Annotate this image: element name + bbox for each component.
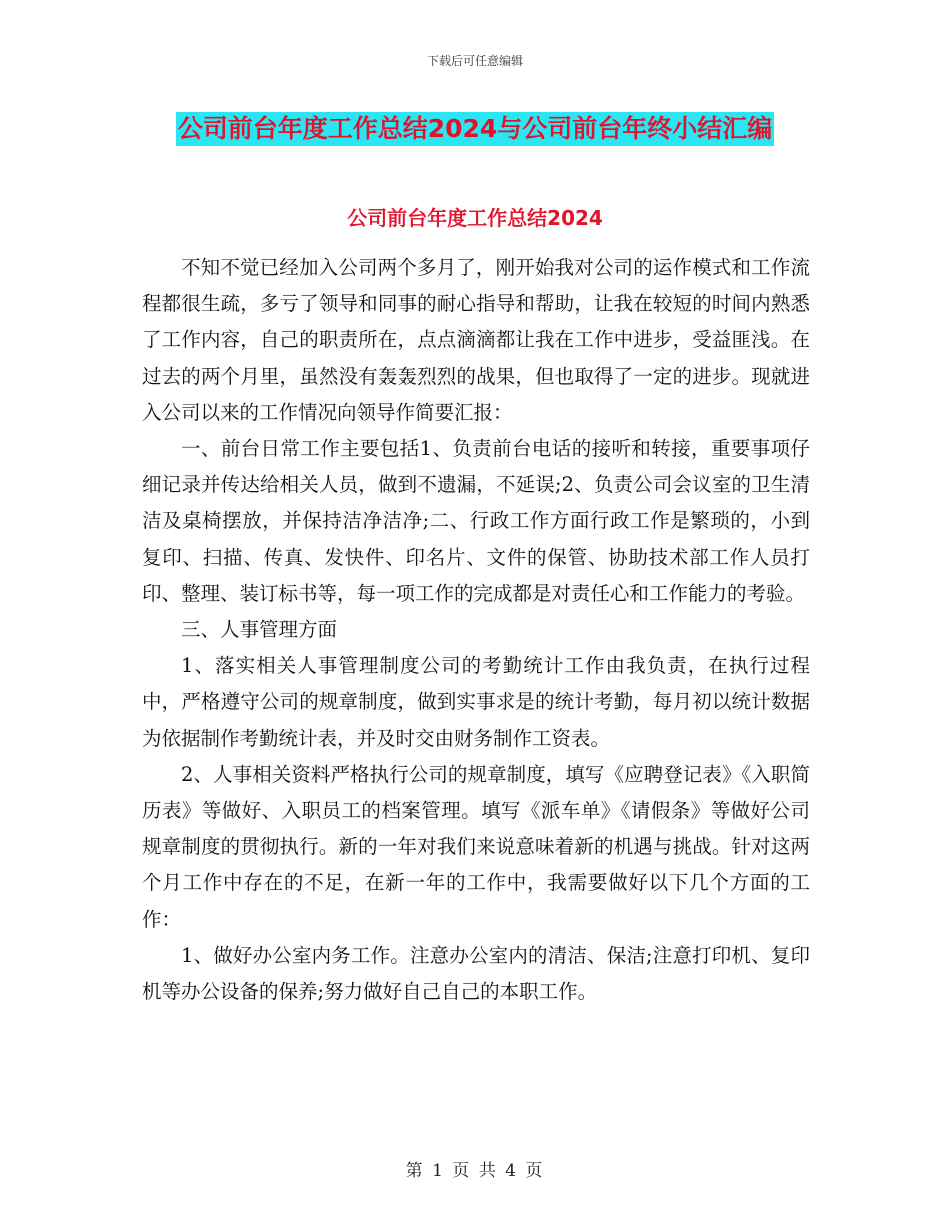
paragraph-hr-heading: 三、人事管理方面 (181, 618, 338, 642)
page-header: 下载后可任意编辑 (426, 54, 523, 68)
paragraph-front-desk-duties: 一、前台日常工作主要包括1、负责前台电话的接听和转接，重要事项仔细记录并传达给相关人员，做到不遗漏，不延误;2、负责公司会议室的卫生清洁及桌椅摆放，并保持洁净洁净;二、行政工作方面行政工作是繁琐的，小到复印、扫描、传真、发快件、印名片、文件的保管、协助技术部工作人员打印、整理、装订标书等，每一项工作的完成都是对责任心和工作能力的考验。 (142, 437, 810, 605)
paragraph-attendance: 1、落实相关人事管理制度公司的考勤统计工作由我负责，在执行过程中，严格遵守公司的规章制度，做到实事求是的统计考勤，每月初以统计数据为依据制作考勤统计表，并及时交由财务制作工资表。 (142, 654, 810, 750)
paragraph-hr-records: 2、人事相关资料严格执行公司的规章制度，填写《应聘登记表》《入职简历表》等做好、入职员工的档案管理。填写《派车单》《请假条》等做好公司规章制度的贯彻执行。新的一年对我们来说意味着新的机遇与挑战。针对这两个月工作中存在的不足，在新一年的工作中，我需要做好以下几个方面的工作： (142, 762, 810, 931)
paragraph-intro: 不知不觉已经加入公司两个多月了，刚开始我对公司的运作模式和工作流程都很生疏，多亏了领导和同事的耐心指导和帮助，让我在较短的时间内熟悉了工作内容，自己的职责所在，点点滴滴都让我在工作中进步，受益匪浅。在过去的两个月里，虽然没有轰轰烈烈的战果，但也取得了一定的进步。现就进入公司以来的工作情况向领导作简要汇报： (142, 256, 810, 424)
main-title-container (0, 112, 950, 146)
page-footer: 第 1 页 共 4 页 (405, 1161, 545, 1181)
section-title: 公司前台年度工作总结2024 (347, 206, 603, 230)
document-body (142, 250, 810, 1010)
paragraph-office-affairs: 1、做好办公室内务工作。注意办公室内的清洁、保洁;注意打印机、复印机等办公设备的保养;努力做好自己自己的本职工作。 (142, 943, 810, 1004)
main-title: 公司前台年度工作总结2024与公司前台年终小结汇编 (176, 112, 775, 146)
